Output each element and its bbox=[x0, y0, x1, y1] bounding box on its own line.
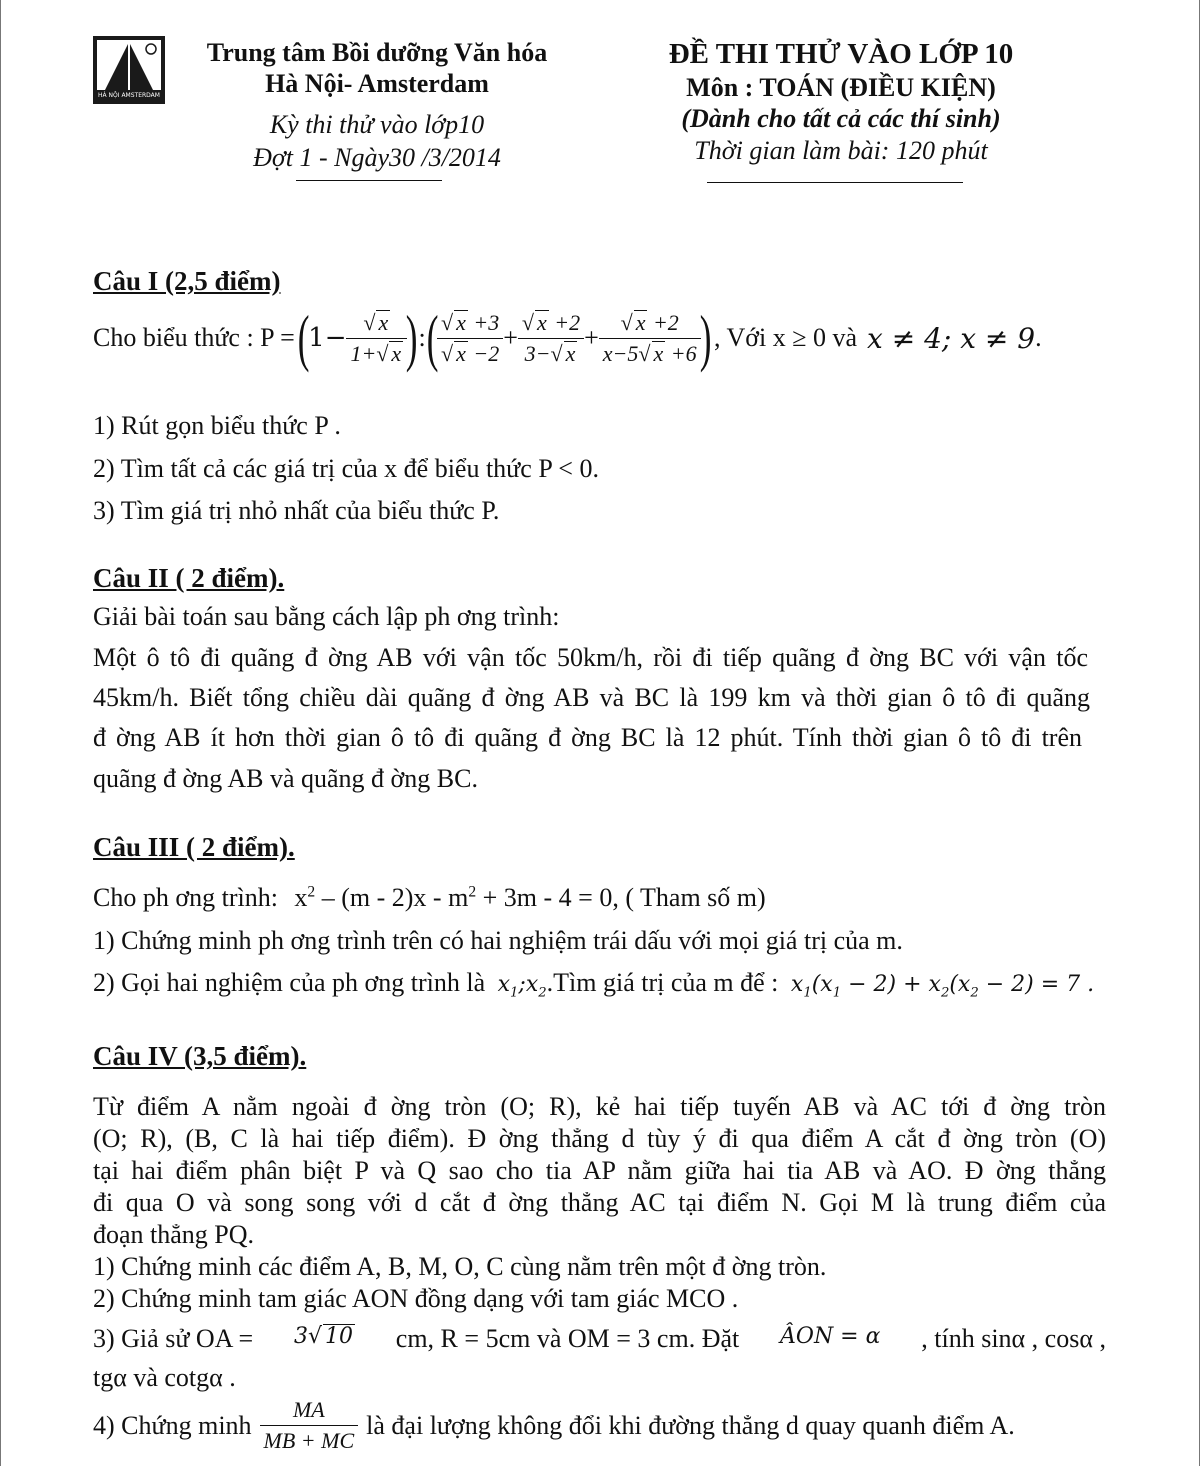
exam-name: Kỳ thi thử vào lớp10 bbox=[269, 110, 485, 139]
q3-equation-tail: ( Tham số m) bbox=[625, 883, 766, 912]
frac-3: $\frac{√ x +2}{3-√ x}$ bbox=[518, 310, 584, 367]
q1-condition: x ≠ 4; x ≠ 9 bbox=[867, 321, 1036, 355]
frac-4: $\frac{√ x +2}{x-5√ x +6}$ bbox=[599, 310, 701, 367]
q1-title: Câu I (2,5 điểm) bbox=[93, 266, 281, 296]
logo-text: HÀ NỘI AMSTERDAM bbox=[98, 92, 160, 99]
q3-title: Câu III ( 2 điểm). bbox=[93, 832, 295, 862]
exam-audience: (Dành cho tất cả các thí sinh) bbox=[681, 104, 1001, 133]
right-header-rule bbox=[707, 182, 963, 183]
left-header-rule bbox=[296, 180, 442, 181]
q2-line-3: 45km/h. Biết tổng chiều dài quãng đ ờng AB và BC là 199 km và thời gian ô tô đi quãng bbox=[93, 683, 1090, 712]
q3-item-1: 1) Chứng minh ph ơng trình trên có hai nghiệm trái dấu với mọi giá trị của m. bbox=[93, 926, 903, 955]
school-name: Trung tâm Bồi dưỡng Văn hóa bbox=[206, 38, 548, 67]
q4-title: Câu IV (3,5 điểm). bbox=[93, 1041, 307, 1071]
q1-intro: Cho biểu thức : P = bbox=[93, 323, 295, 352]
q4-line-2: (O; R), (B, C là hai tiếp điểm). Đ ờng thẳng d tùy ý đi qua điểm A cắt đ ờng tròn (O) bbox=[93, 1124, 1106, 1153]
q4-item-4: 4) Chứng minh $\frac{MA}{MB + MC}$ là đại lượng không đổi khi đường thẳng d quay quanh điểm A. bbox=[93, 1397, 1015, 1453]
frac-ma: $\frac{MA}{MB + MC}$ bbox=[260, 1397, 359, 1454]
q2-line-2: Một ô tô đi quãng đ ờng AB với vận tốc 50km/h, rồi đi tiếp quãng đ ờng BC với vận tốc bbox=[93, 643, 1088, 672]
q1-item-2: 2) Tìm tất cả các giá trị của x để biểu thức P < 0. bbox=[93, 454, 599, 483]
q2-title: Câu II ( 2 điểm). bbox=[93, 563, 285, 593]
q3-item-2: 2) Gọi hai nghiệm của ph ơng trình là $x_1;x_2.Tìm$ giá trị của m để : $x_1(x_1 - 2) + x_2(x_2 - 2) = 7$ . bbox=[93, 968, 1095, 1001]
q1-item-1: 1) Rút gọn biểu thức P . bbox=[93, 411, 341, 440]
q4-item-1: 1) Chứng minh các điểm A, B, M, O, C cùng nằm trên một đ ờng tròn. bbox=[93, 1252, 827, 1281]
q2-line-4: đ ờng AB ít hơn thời gian ô tô đi quãng đ ờng BC là 12 phút. Tính thời gian ô tô đi trên bbox=[93, 723, 1082, 752]
q1-expression: Cho biểu thức : P = ( 1− $\frac{√ x}{1+√ x}$ ) : ( $\frac{√ x +3}{√ x -2}$ + $\frac{√ x +2}{3-√ x}$ + $\frac{√ x +2}{x-5√ x +6}$ ) , Với x ≥ 0 và x ≠ 4; x ≠ 9 . bbox=[93, 302, 1042, 373]
q3-intro: Cho ph ơng trình: bbox=[93, 883, 278, 912]
exam-subject: Môn : TOÁN (ĐIỀU KIỆN) bbox=[686, 73, 996, 102]
q4-line-4: đi qua O và song song với d cắt đ ờng thẳng AC tại điểm N. Gọi M là trung điểm của bbox=[93, 1188, 1106, 1217]
q4-item-2: 2) Chứng minh tam giác AON đồng dạng với tam giác MCO . bbox=[93, 1284, 739, 1313]
school-location: Hà Nội- Amsterdam bbox=[265, 69, 489, 98]
q4-line-1: Từ điểm A nằm ngoài đ ờng tròn (O; R), kẻ hai tiếp tuyến AB và AC tới đ ờng tròn bbox=[93, 1092, 1106, 1121]
frac-2: $\frac{√ x +3}{√ x -2}$ bbox=[437, 310, 503, 367]
frac-1: $\frac{√ x}{1+√ x}$ bbox=[346, 310, 407, 367]
q4-item-3-cont: tgα và cotgα . bbox=[93, 1363, 236, 1392]
q4-item-3: 3) Giả sử OA = 3√ 10 cm, R = 5cm và OM = 3 cm. Đặt ÂON = α , tính sinα , cosα , bbox=[93, 1324, 1106, 1353]
exam-date: Đợt 1 - Ngày30 /3/2014 bbox=[253, 143, 501, 172]
q2-line-5: quãng đ ờng AB và quãng đ ờng BC. bbox=[93, 764, 478, 793]
q4-line-5: đoạn thẳng PQ. bbox=[93, 1220, 255, 1249]
school-logo bbox=[93, 36, 165, 104]
q1-condition-prefix: , Với x ≥ 0 và bbox=[713, 323, 858, 352]
exam-duration: Thời gian làm bài: 120 phút bbox=[694, 136, 988, 165]
q2-line-1: Giải bài toán sau bằng cách lập ph ơng trình: bbox=[93, 602, 560, 631]
q3-equation-line: Cho ph ơng trình: $x^2 - (m - 2)x - m^2 + 3m - 4 = 0$, ( Tham số m) bbox=[93, 883, 766, 912]
q1-item-3: 3) Tìm giá trị nhỏ nhất của biểu thức P. bbox=[93, 496, 500, 525]
q4-line-3: tại hai điểm phân biệt P và Q sao cho tia AP nằm giữa hai tia AB và AO. Đ ờng thẳng bbox=[93, 1156, 1106, 1185]
exam-title: ĐỀ THI THỬ VÀO LỚP 10 bbox=[668, 38, 1014, 70]
